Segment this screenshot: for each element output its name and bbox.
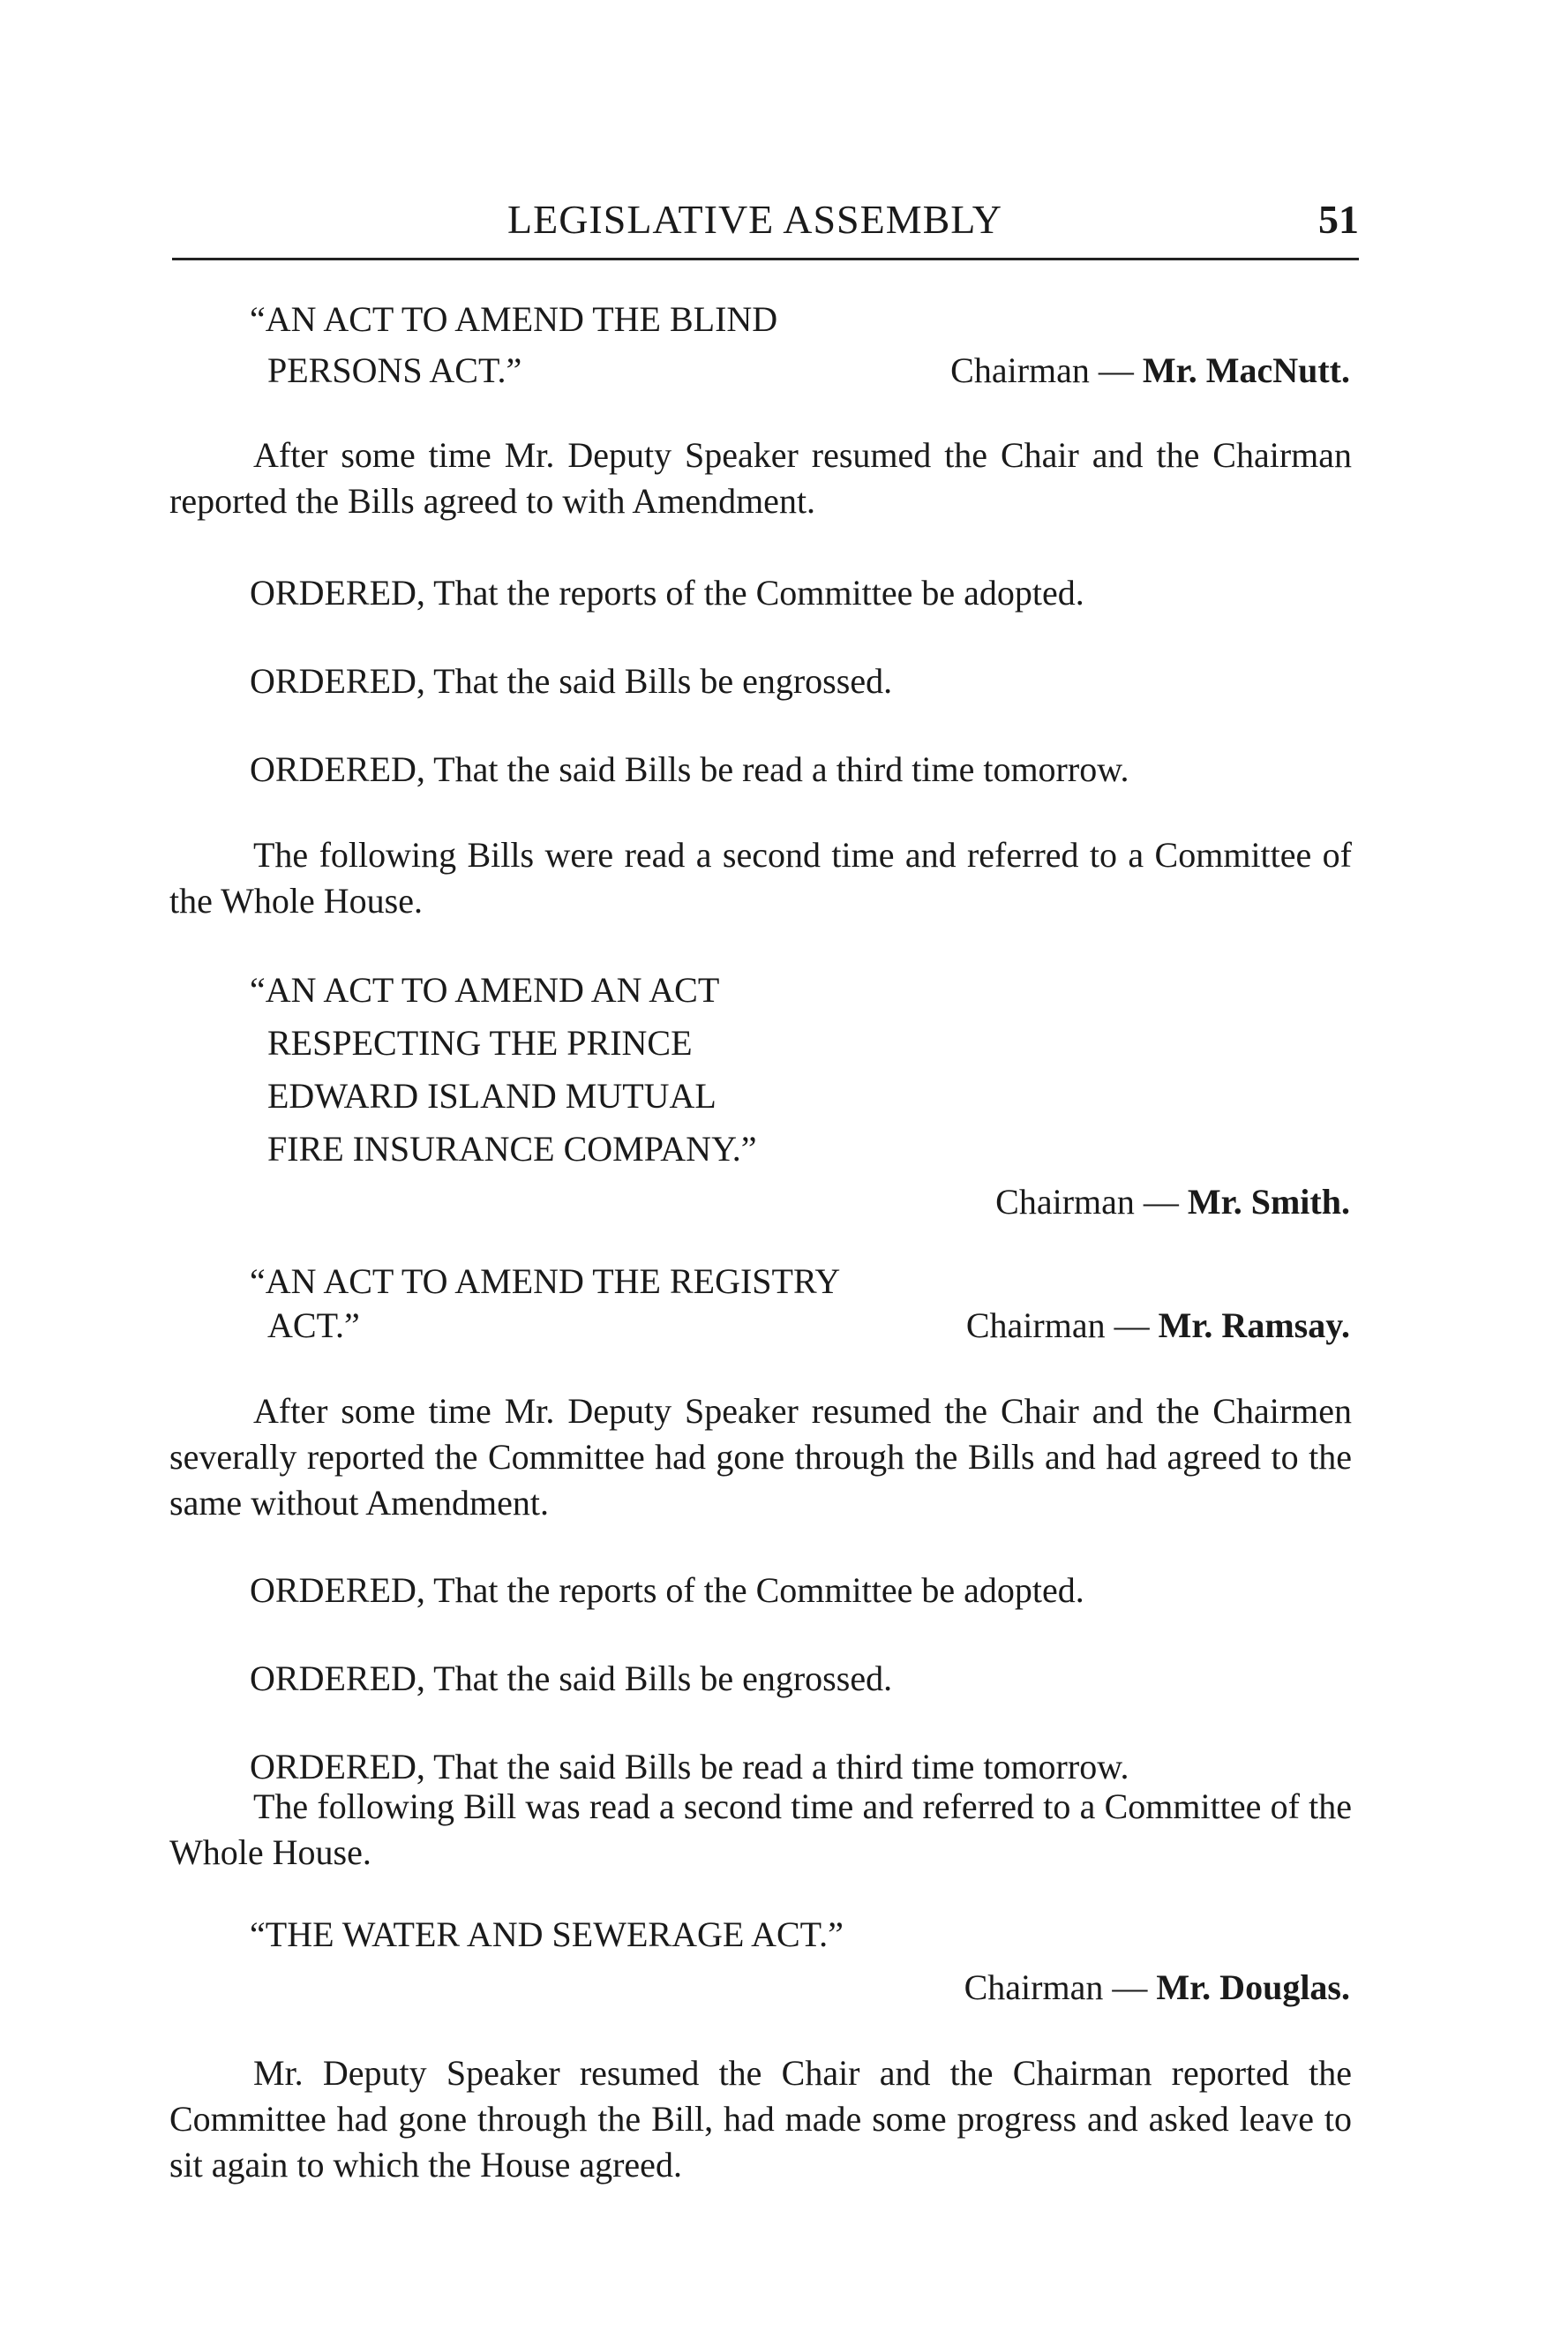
bill-title-line: “THE WATER AND SEWERAGE ACT.” — [250, 1914, 844, 1954]
paragraph: The following Bill was read a second time and referred to a Committee of the Whole House. — [169, 1786, 1352, 1872]
bill-title-line: “AN ACT TO AMEND AN ACT — [250, 970, 720, 1010]
page-header — [172, 196, 1359, 258]
page-number: 51 — [1318, 197, 1359, 242]
chairman-name: Mr. Douglas. — [1156, 1967, 1350, 2007]
paragraph: After some time Mr. Deputy Speaker resumed the Chair and the Chairmen severally reported the Committee had gone through the Bills and had agreed to the same without Amendment. — [169, 1391, 1352, 1523]
bill-title-line: EDWARD ISLAND MUTUAL — [267, 1076, 716, 1116]
chairman-label: Chairman — — [995, 1182, 1188, 1222]
bill-title-line: RESPECTING THE PRINCE — [267, 1023, 693, 1063]
bill-title-line: FIRE INSURANCE COMPANY.” — [267, 1129, 757, 1169]
chairman-name: Mr. MacNutt. — [1142, 350, 1350, 390]
chairman-label: Chairman — — [950, 350, 1143, 390]
order-line: ORDERED, That the said Bills be engrossed. — [250, 661, 893, 701]
header-rule — [172, 258, 1359, 260]
chairman-label: Chairman — — [965, 1305, 1159, 1345]
chairman-label: Chairman — — [964, 1967, 1157, 2007]
bill-title-line: ACT.” — [267, 1305, 360, 1345]
chairman-line — [965, 1305, 1350, 1345]
bill-title-line: “AN ACT TO AMEND THE BLIND — [250, 299, 778, 339]
order-line: ORDERED, That the said Bills be engrossed. — [250, 1658, 893, 1698]
order-line: ORDERED, That the said Bills be read a third time tomorrow. — [250, 1747, 1129, 1786]
running-title: LEGISLATIVE ASSEMBLY — [507, 197, 1003, 242]
chairman-line — [995, 1182, 1350, 1222]
chairman-line — [964, 1967, 1350, 2007]
bill-title-line: “AN ACT TO AMEND THE REGISTRY — [250, 1261, 841, 1301]
bill-title-line: PERSONS ACT.” — [267, 350, 522, 390]
paragraph: After some time Mr. Deputy Speaker resumed the Chair and the Chairman reported the Bills agreed to with Amendment. — [169, 435, 1352, 521]
chairman-name: Mr. Smith. — [1187, 1182, 1350, 1222]
paragraph: The following Bills were read a second time and referred to a Committee of the Whole House. — [169, 835, 1352, 921]
paragraph: Mr. Deputy Speaker resumed the Chair and the Chairman reported the Committee had gone through the Bill, had made some progress and asked leave to sit again to which the House agreed. — [169, 2053, 1352, 2185]
chairman-line — [950, 350, 1350, 390]
order-line: ORDERED, That the said Bills be read a third time tomorrow. — [250, 749, 1129, 789]
order-line: ORDERED, That the reports of the Committee be adopted. — [250, 573, 1084, 613]
chairman-name: Mr. Ramsay. — [1158, 1305, 1350, 1345]
order-line: ORDERED, That the reports of the Committee be adopted. — [250, 1570, 1084, 1610]
